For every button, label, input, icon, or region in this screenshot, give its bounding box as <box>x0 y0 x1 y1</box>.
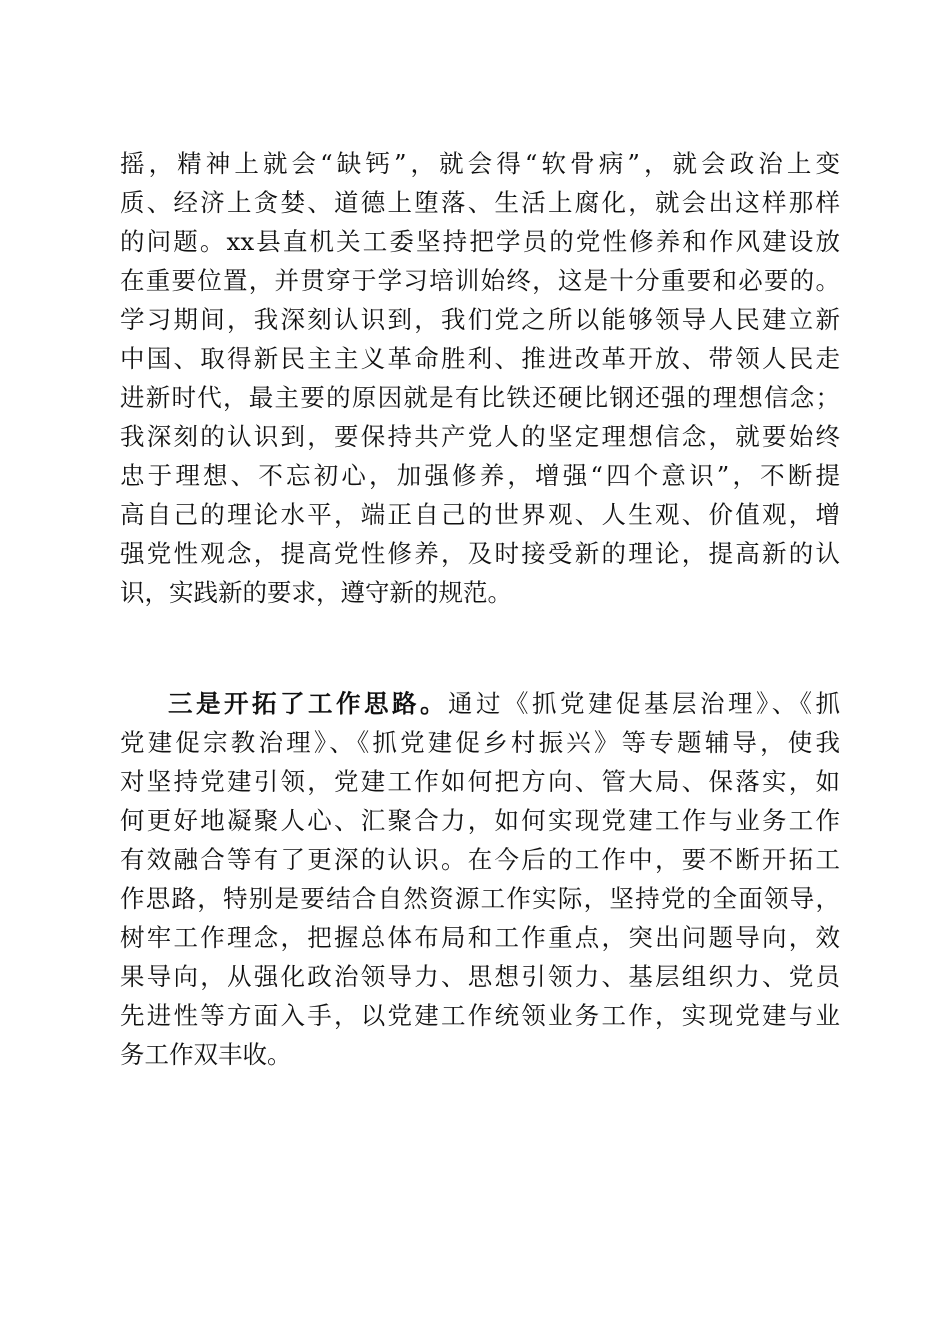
text-line: 识，实践新的要求，遵守新的规范。 <box>120 578 512 607</box>
text-line: 在重要位置，并贯穿于学习培训始终，这是十分重要和必要的。 <box>120 266 840 295</box>
text-line: 务工作双丰收。 <box>120 1040 292 1069</box>
text-line-first <box>120 684 840 723</box>
text-line: 党建促宗教治理》、《抓党建促乡村振兴》等专题辅导，使我 <box>120 728 840 757</box>
text-line: 高自己的理论水平，端正自己的世界观、人生观、价值观，增 <box>120 500 840 529</box>
text-line: 摇，精神上就会“缺钙”，就会得“软骨病”，就会政治上变 <box>120 149 840 178</box>
text-line: 对坚持党建引领，党建工作如何把方向、管大局、保落实，如 <box>120 767 840 796</box>
text-line: 强党性观念，提高党性修养，及时接受新的理论，提高新的认 <box>120 539 840 568</box>
text-line: 忠于理想、不忘初心，加强修养，增强“四个意识”，不断提 <box>120 461 840 490</box>
text-line: 的问题。xx县直机关工委坚持把学员的党性修养和作风建设放 <box>120 227 840 256</box>
text-line-rest: 通过《抓党建促基层治理》、《抓 <box>448 689 840 718</box>
text-line: 作思路，特别是要结合自然资源工作实际，坚持党的全面领导， <box>120 884 840 913</box>
text-line: 质、经济上贪婪、道德上堕落、生活上腐化，就会出这样那样 <box>120 188 840 217</box>
paragraph-work-thinking <box>120 684 840 1074</box>
text-line: 先进性等方面入手，以党建工作统领业务工作，实现党建与业 <box>120 1001 840 1030</box>
paragraph-heading: 三是开拓了工作思路。 <box>168 689 448 718</box>
text-line: 树牢工作理念，把握总体布局和工作重点，突出问题导向，效 <box>120 923 840 952</box>
text-line: 有效融合等有了更深的认识。在今后的工作中，要不断开拓工 <box>120 845 840 874</box>
paragraph-party-spirit <box>120 144 840 612</box>
text-line: 学习期间，我深刻认识到，我们党之所以能够领导人民建立新 <box>120 305 840 334</box>
text-line: 我深刻的认识到，要保持共产党人的坚定理想信念，就要始终 <box>120 422 840 451</box>
text-line: 何更好地凝聚人心、汇聚合力，如何实现党建工作与业务工作 <box>120 806 840 835</box>
text-line: 进新时代，最主要的原因就是有比铁还硬比钢还强的理想信念； <box>120 383 840 412</box>
text-line: 果导向，从强化政治领导力、思想引领力、基层组织力、党员 <box>120 962 840 991</box>
text-line: 中国、取得新民主主义革命胜利、推进改革开放、带领人民走 <box>120 344 840 373</box>
